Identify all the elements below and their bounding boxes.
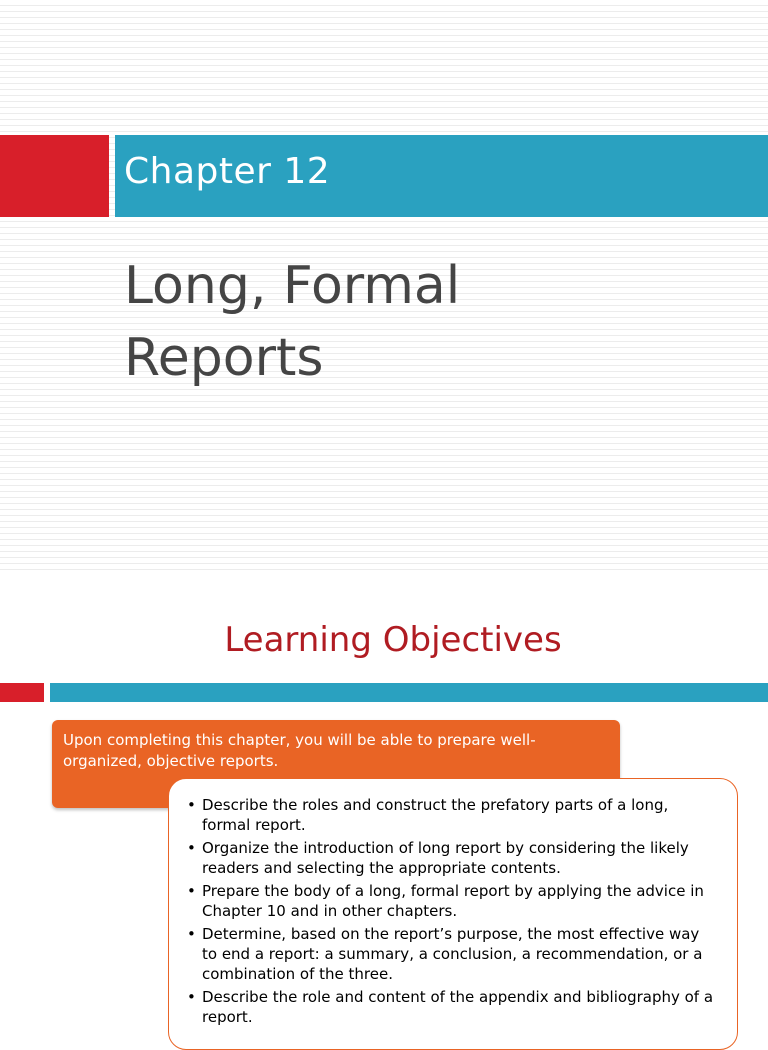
objective-item: • Determine, based on the report’s purpose, the most effective way to end a report: a summary, a conclusion, a recommendation, or a combination of the three.	[186, 924, 719, 984]
objectives-list	[169, 779, 737, 1027]
objective-item: • Prepare the body of a long, formal report by applying the advice in Chapter 10 and in other chapters.	[186, 881, 719, 921]
slide-title-line-1: Long, Formal	[124, 256, 461, 316]
blue-accent-band	[50, 683, 768, 702]
slide-learning-objectives	[0, 575, 768, 1024]
red-accent-block	[0, 135, 109, 217]
red-accent-block	[0, 683, 44, 702]
slide-title-line-2: Reports	[124, 328, 324, 388]
objective-item: • Describe the role and content of the appendix and bibliography of a report.	[186, 987, 719, 1027]
objective-item: • Organize the introduction of long report by considering the likely readers and selecting the appropriate contents.	[186, 838, 719, 878]
chapter-label: Chapter 12	[124, 151, 331, 192]
objective-item: • Describe the roles and construct the prefatory parts of a long, formal report.	[186, 795, 719, 835]
learning-objectives-heading: Learning Objectives	[224, 620, 562, 660]
slide-title	[124, 250, 744, 394]
objectives-box	[168, 778, 738, 1050]
intro-text: Upon completing this chapter, you will be able to prepare well-organized, objective reports.	[63, 731, 536, 770]
